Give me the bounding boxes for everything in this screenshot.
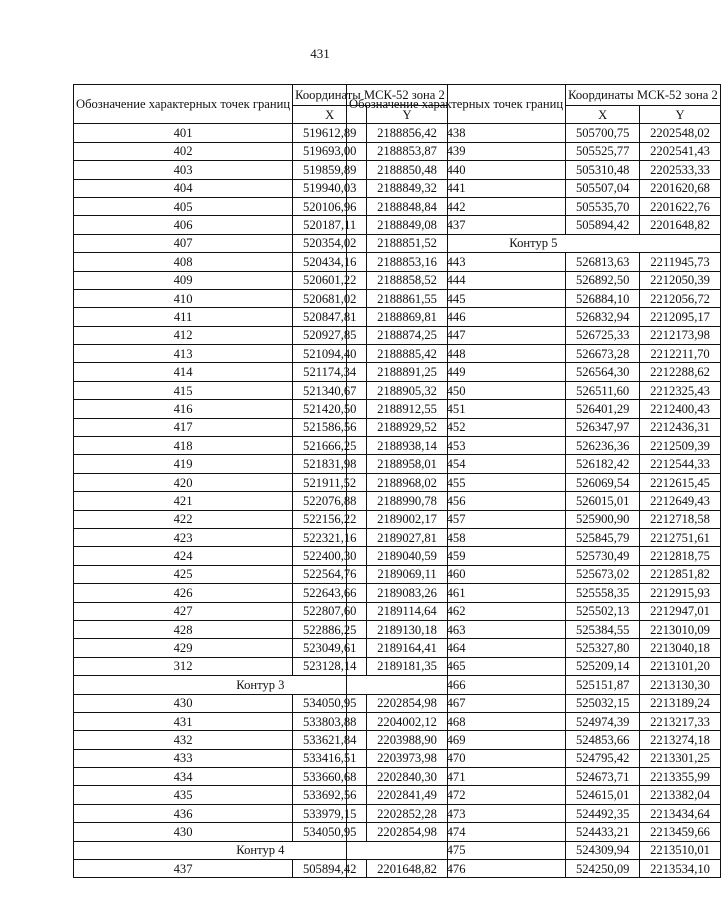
table-row: [347, 694, 721, 712]
table-row: [347, 676, 721, 694]
y-coordinate-cell: 2202854,98: [367, 823, 447, 841]
table-row: [347, 584, 721, 602]
point-id-cell: 433: [74, 749, 293, 767]
point-id-cell: 461: [347, 584, 566, 602]
point-id-cell: 403: [74, 161, 293, 179]
point-id-cell: 459: [347, 547, 566, 565]
y-coordinate-cell: 2189130,18: [367, 620, 447, 638]
y-coordinate-cell: 2188874,25: [367, 326, 447, 344]
x-coordinate-cell: 521174,34: [293, 363, 367, 381]
y-coordinate-cell: 2188853,87: [367, 142, 447, 160]
y-coordinate-cell: 2212751,61: [640, 528, 720, 546]
x-header: X: [293, 106, 367, 124]
point-designation-header: Обозначение характерных точек границ: [347, 85, 566, 124]
y-coordinate-cell: 2213510,01: [640, 841, 720, 859]
x-coordinate-cell: 526832,94: [566, 308, 640, 326]
x-coordinate-cell: 520434,16: [293, 253, 367, 271]
x-coordinate-cell: 520354,02: [293, 234, 367, 252]
table-row: [347, 400, 721, 418]
x-coordinate-cell: 524492,35: [566, 804, 640, 822]
point-id-cell: 447: [347, 326, 566, 344]
y-coordinate-cell: 2204002,12: [367, 712, 447, 730]
table-row: [347, 731, 721, 749]
x-header: X: [566, 106, 640, 124]
point-id-cell: 465: [347, 657, 566, 675]
coordinates-system-header: Координаты МСК-52 зона 2: [566, 85, 721, 106]
point-id-cell: 408: [74, 253, 293, 271]
point-id-cell: 458: [347, 528, 566, 546]
contour-title: Контур 3: [74, 676, 448, 694]
point-id-cell: 464: [347, 639, 566, 657]
x-coordinate-cell: 525673,02: [566, 565, 640, 583]
table-row: [347, 216, 721, 234]
y-coordinate-cell: 2212509,39: [640, 437, 720, 455]
y-coordinate-cell: 2202852,28: [367, 804, 447, 822]
y-coordinate-cell: 2188929,52: [367, 418, 447, 436]
point-id-cell: 445: [347, 289, 566, 307]
x-coordinate-cell: 525730,49: [566, 547, 640, 565]
x-coordinate-cell: 525900,90: [566, 510, 640, 528]
x-coordinate-cell: 519940,03: [293, 179, 367, 197]
y-coordinate-cell: 2189040,59: [367, 547, 447, 565]
x-coordinate-cell: 526884,10: [566, 289, 640, 307]
x-coordinate-cell: 505525,77: [566, 142, 640, 160]
table-row: [347, 639, 721, 657]
table-row: [347, 620, 721, 638]
y-coordinate-cell: 2201622,76: [640, 197, 720, 215]
y-coordinate-cell: 2189083,26: [367, 584, 447, 602]
x-coordinate-cell: 525384,55: [566, 620, 640, 638]
y-coordinate-cell: 2188891,25: [367, 363, 447, 381]
table-row: [347, 804, 721, 822]
point-id-cell: 401: [74, 124, 293, 142]
point-id-cell: 413: [74, 345, 293, 363]
y-coordinate-cell: 2213189,24: [640, 694, 720, 712]
point-id-cell: 454: [347, 455, 566, 473]
x-coordinate-cell: 526182,42: [566, 455, 640, 473]
y-coordinate-cell: 2188851,52: [367, 234, 447, 252]
table-row: [347, 492, 721, 510]
x-coordinate-cell: 505894,42: [566, 216, 640, 234]
point-id-cell: 411: [74, 308, 293, 326]
x-coordinate-cell: 523128,14: [293, 657, 367, 675]
table-row: [347, 179, 721, 197]
point-id-cell: 432: [74, 731, 293, 749]
y-coordinate-cell: 2201648,82: [367, 860, 447, 878]
table-row: [347, 142, 721, 160]
point-id-cell: 474: [347, 823, 566, 841]
point-id-cell: 430: [74, 823, 293, 841]
point-id-cell: 435: [74, 786, 293, 804]
x-coordinate-cell: 522400,30: [293, 547, 367, 565]
point-id-cell: 410: [74, 289, 293, 307]
table-row: [347, 565, 721, 583]
x-coordinate-cell: 526813,63: [566, 253, 640, 271]
point-id-cell: 405: [74, 197, 293, 215]
y-coordinate-cell: 2212718,58: [640, 510, 720, 528]
y-coordinate-cell: 2188990,78: [367, 492, 447, 510]
page-number: 431: [310, 46, 330, 61]
x-coordinate-cell: 520681,02: [293, 289, 367, 307]
y-coordinate-cell: 2213434,64: [640, 804, 720, 822]
x-coordinate-cell: 526725,33: [566, 326, 640, 344]
point-id-cell: 448: [347, 345, 566, 363]
point-id-cell: 429: [74, 639, 293, 657]
x-coordinate-cell: 526892,50: [566, 271, 640, 289]
point-id-cell: 434: [74, 768, 293, 786]
x-coordinate-cell: 526347,97: [566, 418, 640, 436]
x-coordinate-cell: 524250,09: [566, 860, 640, 878]
table-row: [347, 308, 721, 326]
x-coordinate-cell: 533416,51: [293, 749, 367, 767]
y-coordinate-cell: 2188849,08: [367, 216, 447, 234]
y-coordinate-cell: 2188850,48: [367, 161, 447, 179]
y-coordinate-cell: 2189164,41: [367, 639, 447, 657]
y-coordinate-cell: 2188858,52: [367, 271, 447, 289]
y-coordinate-cell: 2188849,32: [367, 179, 447, 197]
point-id-cell: 431: [74, 712, 293, 730]
point-id-cell: 426: [74, 584, 293, 602]
x-coordinate-cell: 525032,15: [566, 694, 640, 712]
point-id-cell: 430: [74, 694, 293, 712]
x-coordinate-cell: 525502,13: [566, 602, 640, 620]
x-coordinate-cell: 524309,94: [566, 841, 640, 859]
table-row: [347, 657, 721, 675]
x-coordinate-cell: 520601,22: [293, 271, 367, 289]
y-coordinate-cell: 2212211,70: [640, 345, 720, 363]
point-id-cell: 440: [347, 161, 566, 179]
point-id-cell: 444: [347, 271, 566, 289]
x-coordinate-cell: 526401,29: [566, 400, 640, 418]
x-coordinate-cell: 505700,75: [566, 124, 640, 142]
point-id-cell: 428: [74, 620, 293, 638]
table-row: [347, 547, 721, 565]
x-coordinate-cell: 505310,48: [566, 161, 640, 179]
point-id-cell: 404: [74, 179, 293, 197]
x-coordinate-cell: 525151,87: [566, 676, 640, 694]
point-id-cell: 423: [74, 528, 293, 546]
x-coordinate-cell: 522156,22: [293, 510, 367, 528]
table-row: [347, 786, 721, 804]
table-row: [347, 363, 721, 381]
point-id-cell: 467: [347, 694, 566, 712]
x-coordinate-cell: 524974,39: [566, 712, 640, 730]
x-coordinate-cell: 520187,11: [293, 216, 367, 234]
y-coordinate-cell: 2188905,32: [367, 381, 447, 399]
y-coordinate-cell: 2202841,49: [367, 786, 447, 804]
contour-section-row: [347, 234, 721, 252]
point-id-cell: 466: [347, 676, 566, 694]
point-id-cell: 424: [74, 547, 293, 565]
point-id-cell: 439: [347, 142, 566, 160]
coordinates-system-header: Координаты МСК-52 зона 2: [293, 85, 448, 106]
y-coordinate-cell: 2212095,17: [640, 308, 720, 326]
point-id-cell: 417: [74, 418, 293, 436]
table-row: [347, 381, 721, 399]
point-id-cell: 420: [74, 473, 293, 491]
point-id-cell: 437: [74, 860, 293, 878]
y-coordinate-cell: 2213274,18: [640, 731, 720, 749]
point-designation-header: Обозначение характерных точек границ: [74, 85, 293, 124]
x-coordinate-cell: 519693,00: [293, 142, 367, 160]
point-id-cell: 415: [74, 381, 293, 399]
y-coordinate-cell: 2201620,68: [640, 179, 720, 197]
y-coordinate-cell: 2188885,42: [367, 345, 447, 363]
point-id-cell: 453: [347, 437, 566, 455]
point-id-cell: 409: [74, 271, 293, 289]
point-id-cell: 469: [347, 731, 566, 749]
y-coordinate-cell: 2212173,98: [640, 326, 720, 344]
x-coordinate-cell: 521420,50: [293, 400, 367, 418]
point-id-cell: 451: [347, 400, 566, 418]
y-coordinate-cell: 2212851,82: [640, 565, 720, 583]
x-coordinate-cell: 524673,71: [566, 768, 640, 786]
point-id-cell: 473: [347, 804, 566, 822]
y-coordinate-cell: 2212050,39: [640, 271, 720, 289]
contour-title: Контур 5: [347, 234, 721, 252]
y-coordinate-cell: 2188869,81: [367, 308, 447, 326]
table-row: [347, 455, 721, 473]
y-coordinate-cell: 2212818,75: [640, 547, 720, 565]
point-id-cell: 452: [347, 418, 566, 436]
table-body: [347, 124, 721, 878]
table-row: [347, 841, 721, 859]
y-coordinate-cell: 2212615,45: [640, 473, 720, 491]
x-coordinate-cell: 526564,30: [566, 363, 640, 381]
y-coordinate-cell: 2202533,33: [640, 161, 720, 179]
y-coordinate-cell: 2188856,42: [367, 124, 447, 142]
point-id-cell: 475: [347, 841, 566, 859]
y-coordinate-cell: 2213010,09: [640, 620, 720, 638]
x-coordinate-cell: 533692,56: [293, 786, 367, 804]
x-coordinate-cell: 522807,60: [293, 602, 367, 620]
x-coordinate-cell: 505535,70: [566, 197, 640, 215]
table-row: [347, 768, 721, 786]
x-coordinate-cell: 526511,60: [566, 381, 640, 399]
x-coordinate-cell: 525558,35: [566, 584, 640, 602]
y-coordinate-cell: 2189002,17: [367, 510, 447, 528]
table-row: [347, 161, 721, 179]
point-id-cell: 470: [347, 749, 566, 767]
x-coordinate-cell: 519859,89: [293, 161, 367, 179]
y-coordinate-cell: 2212947,01: [640, 602, 720, 620]
x-coordinate-cell: 526673,28: [566, 345, 640, 363]
coordinates-table-right: [346, 84, 721, 878]
y-coordinate-cell: 2189181,35: [367, 657, 447, 675]
point-id-cell: 446: [347, 308, 566, 326]
y-coordinate-cell: 2188968,02: [367, 473, 447, 491]
point-id-cell: 418: [74, 437, 293, 455]
y-header: Y: [640, 106, 720, 124]
table-row: [347, 860, 721, 878]
point-id-cell: 419: [74, 455, 293, 473]
y-coordinate-cell: 2213130,30: [640, 676, 720, 694]
point-id-cell: 476: [347, 860, 566, 878]
table-row: [347, 418, 721, 436]
y-coordinate-cell: 2212400,43: [640, 400, 720, 418]
point-id-cell: 422: [74, 510, 293, 528]
x-coordinate-cell: 522564,76: [293, 565, 367, 583]
point-id-cell: 416: [74, 400, 293, 418]
x-coordinate-cell: 505894,42: [293, 860, 367, 878]
x-coordinate-cell: 520927,85: [293, 326, 367, 344]
table-row: [347, 528, 721, 546]
x-coordinate-cell: 521831,98: [293, 455, 367, 473]
y-coordinate-cell: 2202854,98: [367, 694, 447, 712]
point-id-cell: 437: [347, 216, 566, 234]
point-id-cell: 462: [347, 602, 566, 620]
y-coordinate-cell: 2212915,93: [640, 584, 720, 602]
x-coordinate-cell: 520106,96: [293, 197, 367, 215]
x-coordinate-cell: 521340,67: [293, 381, 367, 399]
x-coordinate-cell: 519612,89: [293, 124, 367, 142]
x-coordinate-cell: 522321,16: [293, 528, 367, 546]
y-coordinate-cell: 2202840,30: [367, 768, 447, 786]
y-coordinate-cell: 2212544,33: [640, 455, 720, 473]
point-id-cell: 457: [347, 510, 566, 528]
contour-title: Контур 4: [74, 841, 448, 859]
y-header: Y: [367, 106, 447, 124]
x-coordinate-cell: 522076,88: [293, 492, 367, 510]
y-coordinate-cell: 2201648,82: [640, 216, 720, 234]
point-id-cell: 427: [74, 602, 293, 620]
table-row: [347, 253, 721, 271]
table-row: [347, 326, 721, 344]
point-id-cell: 449: [347, 363, 566, 381]
table-row: [347, 823, 721, 841]
y-coordinate-cell: 2212649,43: [640, 492, 720, 510]
y-coordinate-cell: 2213534,10: [640, 860, 720, 878]
x-coordinate-cell: 524433,21: [566, 823, 640, 841]
point-id-cell: 468: [347, 712, 566, 730]
y-coordinate-cell: 2203988,90: [367, 731, 447, 749]
y-coordinate-cell: 2213101,20: [640, 657, 720, 675]
y-coordinate-cell: 2188848,84: [367, 197, 447, 215]
table-row: [347, 124, 721, 142]
x-coordinate-cell: 525327,80: [566, 639, 640, 657]
y-coordinate-cell: 2212325,43: [640, 381, 720, 399]
point-id-cell: 406: [74, 216, 293, 234]
y-coordinate-cell: 2213217,33: [640, 712, 720, 730]
y-coordinate-cell: 2202548,02: [640, 124, 720, 142]
x-coordinate-cell: 534050,95: [293, 694, 367, 712]
y-coordinate-cell: 2188938,14: [367, 437, 447, 455]
table-row: [347, 437, 721, 455]
x-coordinate-cell: 534050,95: [293, 823, 367, 841]
y-coordinate-cell: 2188853,16: [367, 253, 447, 271]
x-coordinate-cell: 525209,14: [566, 657, 640, 675]
y-coordinate-cell: 2189027,81: [367, 528, 447, 546]
point-id-cell: 442: [347, 197, 566, 215]
y-coordinate-cell: 2212436,31: [640, 418, 720, 436]
point-id-cell: 460: [347, 565, 566, 583]
x-coordinate-cell: 521094,40: [293, 345, 367, 363]
x-coordinate-cell: 533621,84: [293, 731, 367, 749]
y-coordinate-cell: 2213040,18: [640, 639, 720, 657]
point-id-cell: 436: [74, 804, 293, 822]
point-id-cell: 456: [347, 492, 566, 510]
point-id-cell: 471: [347, 768, 566, 786]
point-id-cell: 412: [74, 326, 293, 344]
point-id-cell: 425: [74, 565, 293, 583]
table-row: [347, 271, 721, 289]
x-coordinate-cell: 521911,52: [293, 473, 367, 491]
x-coordinate-cell: 524853,66: [566, 731, 640, 749]
table-row: [347, 345, 721, 363]
x-coordinate-cell: 505507,04: [566, 179, 640, 197]
point-id-cell: 414: [74, 363, 293, 381]
point-id-cell: 450: [347, 381, 566, 399]
x-coordinate-cell: 526015,01: [566, 492, 640, 510]
x-coordinate-cell: 522643,66: [293, 584, 367, 602]
x-coordinate-cell: 522886,25: [293, 620, 367, 638]
x-coordinate-cell: 521586,56: [293, 418, 367, 436]
point-id-cell: 407: [74, 234, 293, 252]
point-id-cell: 402: [74, 142, 293, 160]
x-coordinate-cell: 521666,25: [293, 437, 367, 455]
x-coordinate-cell: 524795,42: [566, 749, 640, 767]
table-row: [347, 473, 721, 491]
table-row: [347, 510, 721, 528]
table-row: [347, 289, 721, 307]
table-row: [347, 602, 721, 620]
y-coordinate-cell: 2213301,25: [640, 749, 720, 767]
point-id-cell: 441: [347, 179, 566, 197]
y-coordinate-cell: 2212288,62: [640, 363, 720, 381]
point-id-cell: 312: [74, 657, 293, 675]
x-coordinate-cell: 533803,88: [293, 712, 367, 730]
point-id-cell: 472: [347, 786, 566, 804]
y-coordinate-cell: 2189114,64: [367, 602, 447, 620]
point-id-cell: 463: [347, 620, 566, 638]
y-coordinate-cell: 2213355,99: [640, 768, 720, 786]
point-id-cell: 421: [74, 492, 293, 510]
x-coordinate-cell: 526236,36: [566, 437, 640, 455]
table-row: [347, 749, 721, 767]
y-coordinate-cell: 2211945,73: [640, 253, 720, 271]
x-coordinate-cell: 525845,79: [566, 528, 640, 546]
x-coordinate-cell: 520847,81: [293, 308, 367, 326]
y-coordinate-cell: 2189069,11: [367, 565, 447, 583]
y-coordinate-cell: 2188912,55: [367, 400, 447, 418]
x-coordinate-cell: 533660,68: [293, 768, 367, 786]
point-id-cell: 443: [347, 253, 566, 271]
y-coordinate-cell: 2188861,55: [367, 289, 447, 307]
table-header-row: [347, 85, 721, 106]
y-coordinate-cell: 2202541,43: [640, 142, 720, 160]
y-coordinate-cell: 2203973,98: [367, 749, 447, 767]
y-coordinate-cell: 2213459,66: [640, 823, 720, 841]
y-coordinate-cell: 2212056,72: [640, 289, 720, 307]
x-coordinate-cell: 533979,15: [293, 804, 367, 822]
y-coordinate-cell: 2213382,04: [640, 786, 720, 804]
table-row: [347, 197, 721, 215]
x-coordinate-cell: 523049,61: [293, 639, 367, 657]
point-id-cell: 455: [347, 473, 566, 491]
table-row: [347, 712, 721, 730]
y-coordinate-cell: 2188958,01: [367, 455, 447, 473]
x-coordinate-cell: 524615,01: [566, 786, 640, 804]
point-id-cell: 438: [347, 124, 566, 142]
x-coordinate-cell: 526069,54: [566, 473, 640, 491]
